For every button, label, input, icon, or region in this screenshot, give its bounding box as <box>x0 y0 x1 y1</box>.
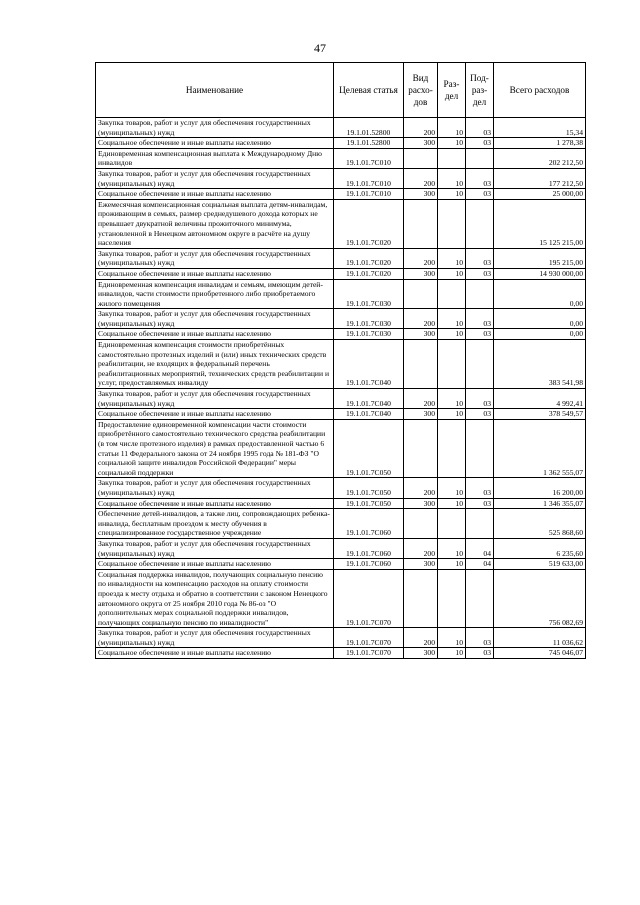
cell-article: 19.1.01.7С070 <box>334 569 404 628</box>
cell-article: 19.1.01.52800 <box>334 118 404 138</box>
cell-expense-type <box>404 199 438 248</box>
cell-total: 0,00 <box>494 279 586 309</box>
cell-total: 0,00 <box>494 329 586 340</box>
cell-section <box>438 340 466 389</box>
cell-section: 10 <box>438 648 466 659</box>
table-row <box>96 419 586 478</box>
cell-section: 10 <box>438 309 466 329</box>
cell-name: Социальное обеспечение и иные выплаты населению <box>96 498 334 509</box>
cell-expense-type: 300 <box>404 409 438 420</box>
cell-article: 19.1.01.52800 <box>334 138 404 149</box>
table-row <box>96 478 586 498</box>
cell-article: 19.1.01.7С050 <box>334 478 404 498</box>
cell-article: 19.1.01.7С050 <box>334 498 404 509</box>
cell-total: 525 868,60 <box>494 509 586 539</box>
cell-subsection: 03 <box>466 628 494 648</box>
cell-section: 10 <box>438 138 466 149</box>
cell-total: 16 200,00 <box>494 478 586 498</box>
cell-section: 10 <box>438 118 466 138</box>
table-row <box>96 559 586 570</box>
cell-section <box>438 419 466 478</box>
cell-subsection: 03 <box>466 138 494 149</box>
table-row <box>96 538 586 558</box>
cell-expense-type: 200 <box>404 538 438 558</box>
cell-total: 202 212,50 <box>494 148 586 168</box>
cell-subsection: 03 <box>466 329 494 340</box>
cell-article: 19.1.01.7С010 <box>334 168 404 188</box>
cell-article: 19.1.01.7С060 <box>334 509 404 539</box>
cell-article: 19.1.01.7С020 <box>334 248 404 268</box>
cell-subsection: 03 <box>466 189 494 200</box>
cell-article: 19.1.01.7С060 <box>334 559 404 570</box>
cell-subsection: 03 <box>466 648 494 659</box>
table-row <box>96 279 586 309</box>
cell-name: Обеспечение детей-инвалидов, а также лиц, сопровождающих ребенка-инвалида, бесплатным проездом к месту обучения в специализированное государственное учреждение <box>96 509 334 539</box>
cell-article: 19.1.01.7С070 <box>334 648 404 659</box>
cell-total: 1 362 555,07 <box>494 419 586 478</box>
cell-section: 10 <box>438 329 466 340</box>
cell-expense-type: 200 <box>404 628 438 648</box>
cell-expense-type: 300 <box>404 648 438 659</box>
cell-total: 378 549,57 <box>494 409 586 420</box>
page-number: 47 <box>314 41 326 55</box>
cell-name: Социальное обеспечение и иные выплаты населению <box>96 409 334 420</box>
table-row <box>96 329 586 340</box>
table-row <box>96 189 586 200</box>
table-row <box>96 509 586 539</box>
cell-article: 19.1.01.7С030 <box>334 309 404 329</box>
cell-total: 519 633,00 <box>494 559 586 570</box>
cell-name: Единовременная компенсационная выплата к Международному Дню инвалидов <box>96 148 334 168</box>
cell-name: Социальная поддержка инвалидов, получающих социальную пенсию по инвалидности на компенсацию расходов на оплату стоимости проезда к месту отдыха и обратно в соответствии с законом Ненецкого автономного округа от 25 ноября 2010 года № 86-оз "О дополнительных мерах социальной поддержки инвалидов, получающих социальную пенсию по инвалидности" <box>96 569 334 628</box>
cell-expense-type <box>404 569 438 628</box>
cell-article: 19.1.01.7С070 <box>334 628 404 648</box>
cell-subsection: 03 <box>466 389 494 409</box>
cell-total: 756 082,69 <box>494 569 586 628</box>
cell-subsection: 04 <box>466 559 494 570</box>
cell-subsection <box>466 199 494 248</box>
cell-article: 19.1.01.7С030 <box>334 329 404 340</box>
cell-name: Закупка товаров, работ и услуг для обеспечения государственных (муниципальных) нужд <box>96 628 334 648</box>
cell-total: 1 278,38 <box>494 138 586 149</box>
table-row <box>96 569 586 628</box>
cell-total: 14 930 000,00 <box>494 268 586 279</box>
header-expense-type: Вид расхо- дов <box>404 63 438 118</box>
cell-subsection: 03 <box>466 268 494 279</box>
cell-subsection <box>466 148 494 168</box>
cell-subsection: 03 <box>466 498 494 509</box>
cell-section <box>438 569 466 628</box>
cell-subsection: 03 <box>466 168 494 188</box>
table-row <box>96 498 586 509</box>
cell-expense-type: 300 <box>404 138 438 149</box>
cell-total: 0,00 <box>494 309 586 329</box>
cell-name: Закупка товаров, работ и услуг для обеспечения государственных (муниципальных) нужд <box>96 389 334 409</box>
cell-total: 383 541,98 <box>494 340 586 389</box>
cell-name: Социальное обеспечение и иные выплаты населению <box>96 648 334 659</box>
cell-total: 177 212,50 <box>494 168 586 188</box>
cell-name: Социальное обеспечение и иные выплаты населению <box>96 138 334 149</box>
cell-section: 10 <box>438 168 466 188</box>
cell-section <box>438 279 466 309</box>
cell-section: 10 <box>438 628 466 648</box>
table-row <box>96 340 586 389</box>
table-row <box>96 409 586 420</box>
table-row <box>96 118 586 138</box>
cell-name: Закупка товаров, работ и услуг для обеспечения государственных (муниципальных) нужд <box>96 478 334 498</box>
cell-subsection: 03 <box>466 118 494 138</box>
header-article: Целевая статья <box>334 63 404 118</box>
cell-section: 10 <box>438 498 466 509</box>
table-row <box>96 389 586 409</box>
cell-expense-type <box>404 419 438 478</box>
cell-article: 19.1.01.7С020 <box>334 199 404 248</box>
cell-expense-type <box>404 148 438 168</box>
cell-article: 19.1.01.7С030 <box>334 279 404 309</box>
table-row <box>96 268 586 279</box>
header-total: Всего расходов <box>494 63 586 118</box>
cell-article: 19.1.01.7С050 <box>334 419 404 478</box>
budget-table <box>95 62 586 659</box>
cell-section: 10 <box>438 409 466 420</box>
cell-subsection: 03 <box>466 478 494 498</box>
cell-subsection <box>466 509 494 539</box>
cell-name: Закупка товаров, работ и услуг для обеспечения государственных (муниципальных) нужд <box>96 168 334 188</box>
table-row <box>96 138 586 149</box>
cell-article: 19.1.01.7С040 <box>334 340 404 389</box>
cell-name: Закупка товаров, работ и услуг для обеспечения государственных (муниципальных) нужд <box>96 309 334 329</box>
cell-total: 15 125 215,00 <box>494 199 586 248</box>
cell-section: 10 <box>438 538 466 558</box>
cell-total: 1 346 355,07 <box>494 498 586 509</box>
table-row <box>96 148 586 168</box>
cell-section: 10 <box>438 268 466 279</box>
cell-total: 195 215,00 <box>494 248 586 268</box>
cell-section <box>438 148 466 168</box>
cell-article: 19.1.01.7С060 <box>334 538 404 558</box>
cell-expense-type: 200 <box>404 478 438 498</box>
cell-subsection <box>466 419 494 478</box>
cell-expense-type: 300 <box>404 498 438 509</box>
cell-expense-type: 300 <box>404 329 438 340</box>
cell-name: Ежемесячная компенсационная социальная выплата детям-инвалидам, проживающим в семьях, размер среднедушевого дохода которых не превышает двукратной величины прожиточного минимума, установленной в Ненецком автономном округе в расчёте на душу населения <box>96 199 334 248</box>
cell-article: 19.1.01.7С010 <box>334 148 404 168</box>
header-name: Наименование <box>96 63 334 118</box>
cell-subsection: 04 <box>466 538 494 558</box>
cell-name: Закупка товаров, работ и услуг для обеспечения государственных (муниципальных) нужд <box>96 118 334 138</box>
cell-name: Единовременная компенсация инвалидам и семьям, имеющим детей-инвалидов, части стоимости приобретенного либо приобретаемого жилого помещения <box>96 279 334 309</box>
cell-total: 6 235,60 <box>494 538 586 558</box>
cell-name: Единовременная компенсация стоимости приобретённых самостоятельно протезных изделий и (или) иных технических средств реабилитации, не входящих в федеральный перечень реабилитационных мероприятий, технических средств реабилитации и услуг, предоставляемых инвалиду <box>96 340 334 389</box>
cell-expense-type: 200 <box>404 248 438 268</box>
cell-article: 19.1.01.7С040 <box>334 409 404 420</box>
cell-name: Закупка товаров, работ и услуг для обеспечения государственных (муниципальных) нужд <box>96 248 334 268</box>
table-row <box>96 248 586 268</box>
cell-expense-type: 300 <box>404 268 438 279</box>
cell-section <box>438 199 466 248</box>
cell-name: Закупка товаров, работ и услуг для обеспечения государственных (муниципальных) нужд <box>96 538 334 558</box>
cell-total: 15,34 <box>494 118 586 138</box>
cell-section: 10 <box>438 389 466 409</box>
cell-name: Предоставление единовременной компенсации части стоимости приобретённого самостоятельно технического средства реабилитации (в том числе протезного изделия) в рамках предоставленной частью 6 статьи 11 Федерального закона от 24 ноября 1995 года № 181-ФЗ "О социальной защите инвалидов Российской Федерации" меры социальной поддержки <box>96 419 334 478</box>
cell-total: 11 036,62 <box>494 628 586 648</box>
header-section: Раз- дел <box>438 63 466 118</box>
cell-name: Социальное обеспечение и иные выплаты населению <box>96 559 334 570</box>
cell-article: 19.1.01.7С040 <box>334 389 404 409</box>
cell-expense-type: 200 <box>404 309 438 329</box>
cell-expense-type <box>404 340 438 389</box>
cell-expense-type <box>404 509 438 539</box>
table-row <box>96 628 586 648</box>
cell-subsection: 03 <box>466 409 494 420</box>
table-row <box>96 309 586 329</box>
cell-name: Социальное обеспечение и иные выплаты населению <box>96 189 334 200</box>
cell-subsection: 03 <box>466 248 494 268</box>
cell-expense-type <box>404 279 438 309</box>
table-row <box>96 168 586 188</box>
cell-subsection <box>466 279 494 309</box>
cell-section: 10 <box>438 559 466 570</box>
cell-subsection <box>466 340 494 389</box>
cell-section: 10 <box>438 248 466 268</box>
header-subsection: Под- раз- дел <box>466 63 494 118</box>
table-row <box>96 648 586 659</box>
cell-name: Социальное обеспечение и иные выплаты населению <box>96 268 334 279</box>
cell-subsection: 03 <box>466 309 494 329</box>
table-row <box>96 199 586 248</box>
cell-expense-type: 300 <box>404 559 438 570</box>
cell-article: 19.1.01.7С020 <box>334 268 404 279</box>
cell-expense-type: 200 <box>404 389 438 409</box>
cell-article: 19.1.01.7С010 <box>334 189 404 200</box>
cell-section: 10 <box>438 189 466 200</box>
cell-total: 25 000,00 <box>494 189 586 200</box>
cell-total: 4 992,41 <box>494 389 586 409</box>
cell-expense-type: 200 <box>404 118 438 138</box>
cell-section: 10 <box>438 478 466 498</box>
cell-subsection <box>466 569 494 628</box>
cell-name: Социальное обеспечение и иные выплаты населению <box>96 329 334 340</box>
cell-total: 745 046,07 <box>494 648 586 659</box>
table-header-row <box>96 63 586 118</box>
cell-section <box>438 509 466 539</box>
cell-expense-type: 300 <box>404 189 438 200</box>
cell-expense-type: 200 <box>404 168 438 188</box>
